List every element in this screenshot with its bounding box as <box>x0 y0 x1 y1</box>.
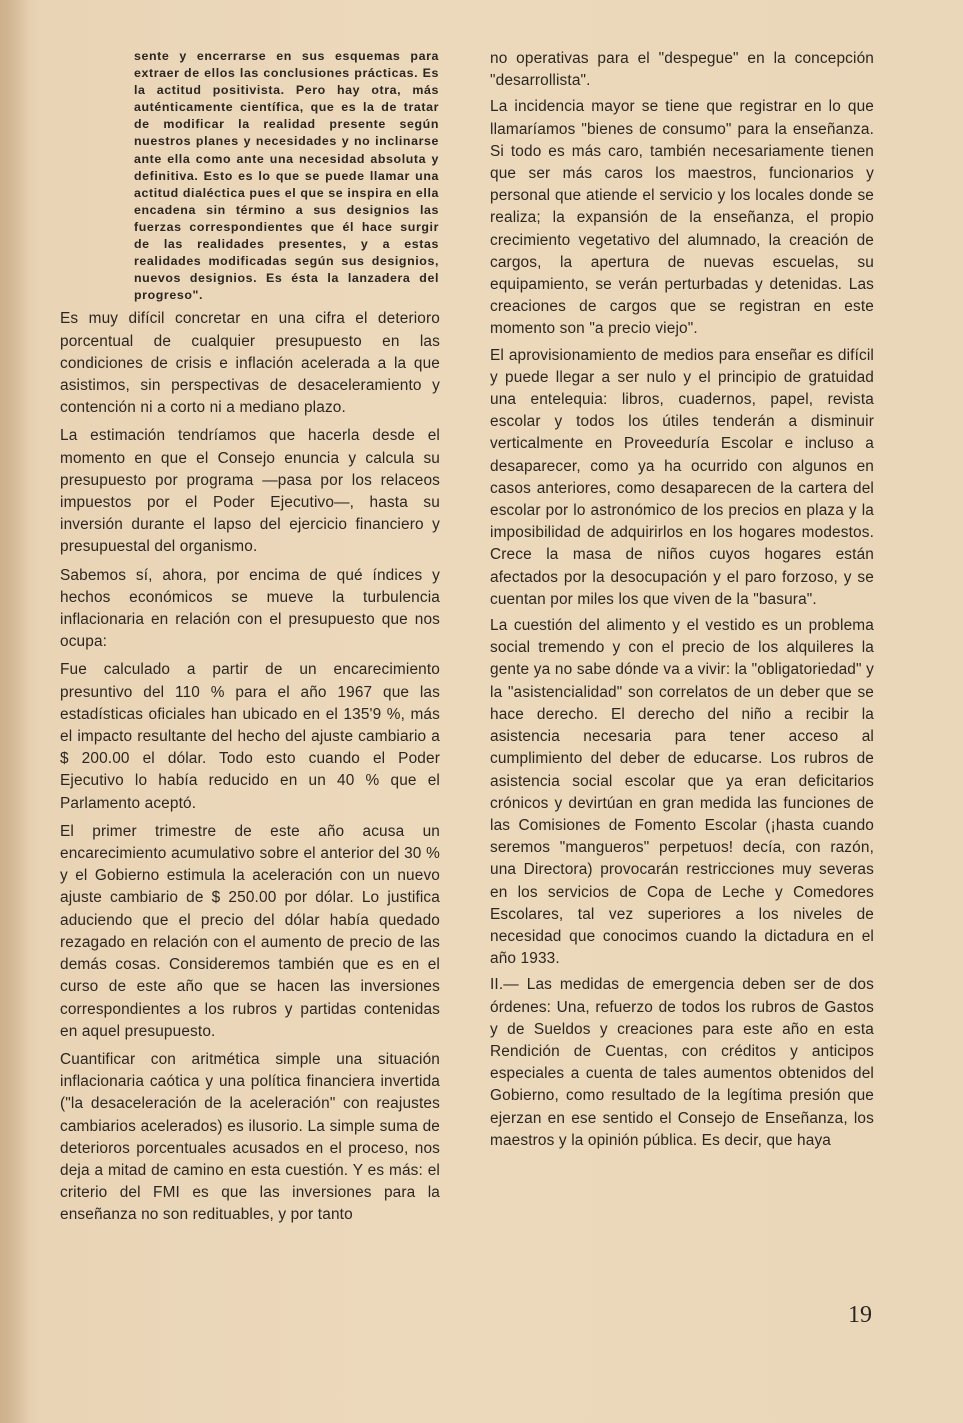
paragraph: Sabemos sí, ahora, por encima de qué índices y hechos económicos se mueve la turbulencia inflacionaria en relación con el presupuesto que nos ocupa: <box>60 566 440 651</box>
paragraph: El primer trimestre de este año acusa un encarecimiento acumulativo sobre el anterior del 30 % y el Gobierno estimula la aceleración con un nuevo ajuste cambiario de $ 250.00 por dólar. Lo justifica aduciendo que el precio del dólar había quedado rezagado en relación con el aumento de precio de las demás cosas. Consideremos también que es en el curso de este año que se hacen las inversiones correspondientes a los rubros y partidas contenidas en aquel presupuesto. <box>60 822 440 1040</box>
left-column <box>60 48 440 1233</box>
quote-block: sente y encerrarse en sus esquemas para extraer de ellos las conclusiones prácticas. Es la actitud positivista. Pero hay otra, más auténticamente científica, que es la de tratar de modificar la realidad presente según nuestros planes y necesidades y no inclinarse ante ella como ante una necesidad absoluta y definitiva. Esto es lo que se puede llamar una actitud dialéctica pues el que se inspira en ella encadena sin término a sus designios las fuerzas correspondientes que él hace surgir de las realidades presentes, y a estas realidades modificadas según sus designios, nuevos designios. Es ésta la lanzadera del progreso". <box>134 49 439 303</box>
paragraph: Es muy difícil concretar en una cifra el deterioro porcentual de cualquier presupuesto en las condiciones de crisis e inflación acelerada a la que asistimos, sin perspectivas de desaceleramiento y contención ni a corto ni a mediano plazo. <box>60 310 440 417</box>
paragraph: Cuantificar con aritmética simple una situación inflacionaria caótica y una política financiera invertida ("la desaceleración de la aceleración" con reajustes cambiarios acelerados) es ilusorio. La simple suma de deterioros porcentuales acusados en el proceso, nos deja a mitad de camino en esta cuestión. Y es más: el criterio del FMI es que las inversiones para la enseñanza no son redituables, y por tanto <box>60 1050 440 1224</box>
paragraph: Fue calculado a partir de un encarecimiento presuntivo del 110 % para el año 1967 que las estadísticas oficiales han ubicado en el 135'9 %, más el impacto resultante del hecho del ajuste cambiario a $ 200.00 el dólar. Todo esto cuando el Poder Ejecutivo lo había reducido en un 40 % que el Parlamento aceptó. <box>60 661 440 812</box>
paragraph: II.— Las medidas de emergencia deben ser de dos órdenes: Una, refuerzo de todos los rubros de Gastos y de Sueldos y creaciones para este año en esta Rendición de Cuentas, con créditos y anticipos especiales a cuenta de tales aumentos obtenidos del Gobierno, como resultado de la legítima presión que ejerzan en ese sentido el Consejo de Enseñanza, los maestros y la opinión pública. Es decir, que haya <box>490 976 874 1149</box>
paragraph: La cuestión del alimento y el vestido es un problema social tremendo y con el precio de los alquileres la gente ya no sabe dónde va a vivir: la "obligatoriedad" y la "asistencialidad" son correlatos de un deber que se hace derecho. El derecho del niño a recibir la asistencia necesaria para tener acceso al cumplimiento del deber de educarse. Los rubros de asistencia social escolar que ya eran deficitarios crónicos y devirtúan en gran medida las funciones de las Comisiones de Fomento Escolar (¡hasta cuando seremos "mangueros" perpetuos! decía, con razón, una Directora) provocarán restricciones muy severas en los servicios de Copa de Leche y Comedores Escolares, tal vez superiores a los niveles de necesidad que conocimos cuando la dictadura en el año 1933. <box>490 617 874 968</box>
paragraph: La estimación tendríamos que hacerla desde el momento en que el Consejo enuncia y calcula su presupuesto por programa —pasa por los relaceos impuestos por el Poder Ejecutivo—, hasta su inversión durante el lapso del ejercicio financiero y presupuestal del organismo. <box>60 427 440 556</box>
page-number: 19 <box>848 1302 872 1328</box>
paragraph: El aprovisionamiento de medios para enseñar es difícil y puede llegar a ser nulo y el principio de gratuidad una entelequia: libros, cuadernos, papel, revista escolar y todos los útiles tenderán a disminuir verticalmente en Proveeduría Escolar e incluso a desaparecer, como ya ha ocurrido con algunos en casos anteriores, como desaparecen de la cartera del escolar por lo astronómico de los precios en plaza y la imposibilidad de adquirirlos en los hogares modestos. Crece la masa de niños cuyos hogares están afectados por la desocupación y el paro forzoso, y se cuentan por miles los que viven de la "basura". <box>490 346 874 608</box>
page-spine-shadow <box>0 0 28 1423</box>
paragraph: no operativas para el "despegue" en la concepción "desarrollista". <box>490 50 874 90</box>
right-column <box>490 48 874 1156</box>
paragraph: La incidencia mayor se tiene que registrar en lo que llamaríamos "bienes de consumo" para la enseñanza. Si todo es más caro, también necesariamente tienen que ser más caros los maestros, funcionarios y personal que atiende el servicio y los locales donde se realiza; la expansión de la enseñanza, el propio crecimiento vegetativo del alumnado, la creación de cargos, la apertura de nuevas escuelas, su equipamiento, se verán perturbadas y detenidas. Las creaciones de cargos que se registran en este momento son "a precio viejo". <box>490 98 874 338</box>
